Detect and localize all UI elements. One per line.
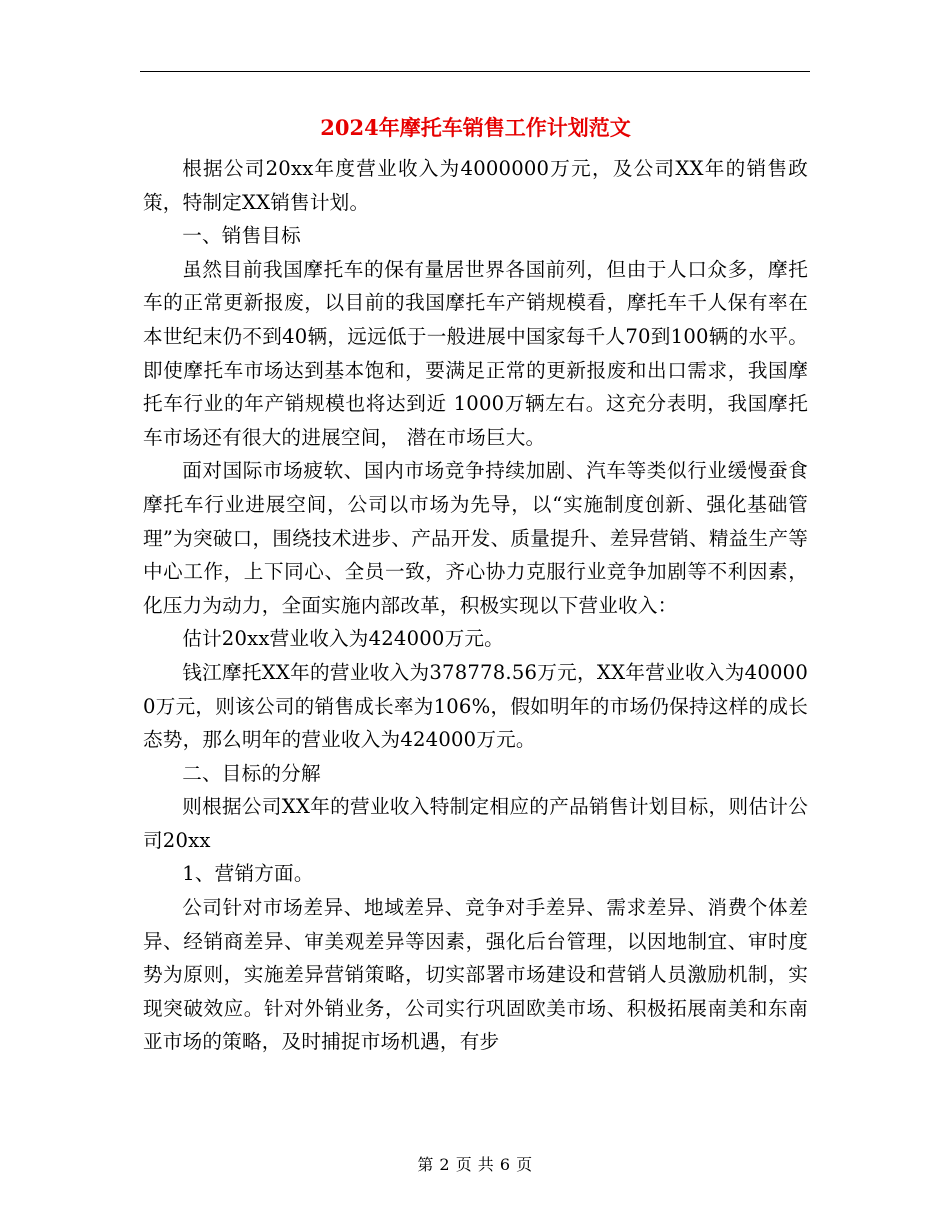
paragraph-market-analysis: 虽然目前我国摩托车的保有量居世界各国前列，但由于人口众多，摩托车的正常更新报废，以目前的我国摩托车产销规模看，摩托车千人保有率在本世纪末仍不到40辆，远远低于一般进展中国家每千人70到100辆的水平。 即使摩托车市场达到基本饱和，要满足正常的更新报废和出口需求，我国摩托车行业的年产销规模也将达到近 1000万辆左右。这充分表明，我国摩托车市场还有很大的进展空间， 潜在市场巨大。 [143,257,808,449]
page-number-footer: 第 2 页 共 6 页 [417,1155,533,1174]
section-heading-target-breakdown: 二、目标的分解 [182,761,321,785]
section-heading-sales-target: 一、销售目标 [182,224,301,248]
paragraph-intro: 根据公司20xx年度营业收入为4000000万元，及公司XX年的销售政策，特制定XX销售计划。 [143,157,808,214]
paragraph-strategy: 面对国际市场疲软、国内市场竞争持续加剧、汽车等类似行业缓慢蚕食摩托车行业进展空间，公司以市场为先导，以“实施制度创新、强化基础管理”为突破口，围绕技术进步、产品开发、质量提升、差异营销、精益生产等中心工作，上下同心、全员一致，齐心协力克服行业竞争加剧等不利因素，化压力为动力，全面实施内部改革，积极实现以下营业收入： [143,459,808,617]
subheading-marketing: 1、营销方面。 [182,862,314,886]
document-title: 2024年摩托车销售工作计划范文 [320,115,631,140]
paragraph-growth-rate: 钱江摩托XX年的营业收入为378778.56万元，XX年营业收入为400000万元，则该公司的销售成长率为106%，假如明年的市场仍保持这样的成长态势，那么明年的营业收入为424000万元。 [143,660,808,752]
document-body [143,108,808,1059]
paragraph-sales-plan: 则根据公司XX年的营业收入特制定相应的产品销售计划目标，则估计公司20xx [143,795,808,852]
header-rule [140,71,810,72]
paragraph-marketing-strategy: 公司针对市场差异、地域差异、竞争对手差异、需求差异、消费个体差异、经销商差异、审美观差异等因素，强化后台管理，以因地制宜、审时度势为原则，实施差异营销策略，切实部署市场建设和营销人员激励机制，实现突破效应。针对外销业务，公司实行巩固欧美市场、积极拓展南美和东南亚市场的策略，及时捕捉市场机遇，有步 [143,896,808,1054]
paragraph-revenue-estimate: 估计20xx营业收入为424000万元。 [182,627,504,651]
